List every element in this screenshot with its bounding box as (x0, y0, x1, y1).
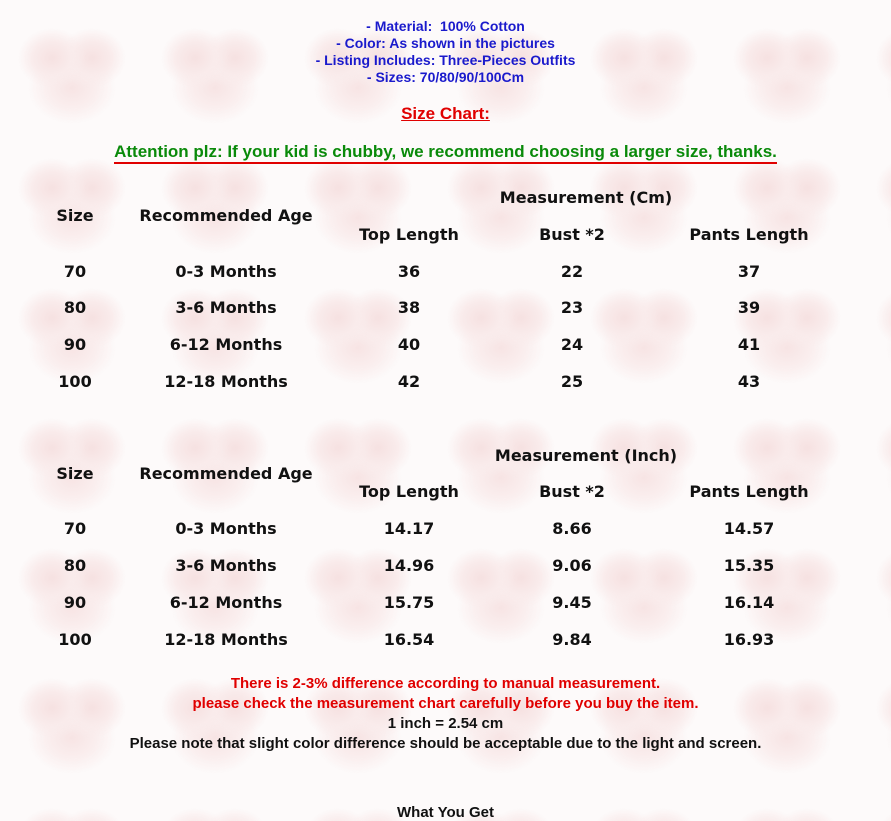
cell-bust: 22 (560, 262, 584, 281)
cell-pants-length: 16.14 (723, 593, 775, 612)
cell-age: 3-6 Months (175, 556, 277, 575)
cell-age: 6-12 Months (169, 593, 283, 612)
difference-note: There is 2-3% difference according to manual measurement. (230, 675, 661, 692)
cell-top-length: 40 (397, 335, 421, 354)
cell-pants-length: 14.57 (723, 519, 775, 538)
cell-age: 3-6 Months (175, 298, 277, 317)
cell-top-length: 14.17 (383, 519, 435, 538)
cell-size: 90 (63, 335, 87, 354)
conversion-note: 1 inch = 2.54 cm (387, 715, 504, 732)
cell-age: 12-18 Months (164, 630, 288, 649)
cell-bust: 24 (560, 335, 584, 354)
cell-size: 80 (63, 298, 87, 317)
cell-age: 0-3 Months (175, 519, 277, 538)
col-header-bust: Bust *2 (539, 482, 605, 501)
cell-age: 0-3 Months (175, 262, 277, 281)
col-header-size: Size (56, 206, 94, 225)
cell-age: 6-12 Months (169, 335, 283, 354)
col-header-size: Size (56, 464, 94, 483)
cell-size: 100 (58, 630, 92, 649)
cell-pants-length: 41 (737, 335, 761, 354)
cell-bust: 9.45 (552, 593, 592, 612)
cell-top-length: 36 (397, 262, 421, 281)
col-header-bust: Bust *2 (539, 225, 605, 244)
measurement-header: Measurement (Cm) (499, 188, 673, 207)
measurement-notes (0, 674, 891, 754)
spec-list (0, 18, 891, 86)
attention-text: Attention plz: If your kid is chubby, we recommend choosing a larger size, thanks. (114, 142, 777, 164)
measurement-header: Measurement (Inch) (494, 446, 678, 465)
col-header-top-length: Top Length (359, 225, 459, 244)
cell-top-length: 42 (397, 372, 421, 391)
col-header-top-length: Top Length (359, 482, 459, 501)
col-header-age: Recommended Age (139, 464, 313, 483)
spec-color: - Color: As shown in the pictures (336, 35, 555, 51)
spec-material: - Material: 100% Cotton (366, 18, 525, 34)
col-header-age: Recommended Age (139, 206, 313, 225)
cell-bust: 25 (560, 372, 584, 391)
size-chart-heading (0, 104, 891, 124)
attention-banner (0, 142, 891, 162)
cell-size: 80 (63, 556, 87, 575)
spec-listing: - Listing Includes: Three-Pieces Outfits (315, 52, 576, 68)
cell-top-length: 15.75 (383, 593, 435, 612)
size-chart-title: Size Chart: (401, 104, 490, 123)
cell-top-length: 14.96 (383, 556, 435, 575)
cell-size: 70 (63, 262, 87, 281)
cell-pants-length: 16.93 (723, 630, 775, 649)
col-header-pants-length: Pants Length (689, 482, 809, 501)
cell-bust: 8.66 (552, 519, 592, 538)
cell-top-length: 16.54 (383, 630, 435, 649)
cell-bust: 23 (560, 298, 584, 317)
cell-top-length: 38 (397, 298, 421, 317)
cell-pants-length: 39 (737, 298, 761, 317)
cell-bust: 9.06 (552, 556, 592, 575)
cell-pants-length: 37 (737, 262, 761, 281)
cell-bust: 9.84 (552, 630, 592, 649)
cell-pants-length: 43 (737, 372, 761, 391)
check-note: please check the measurement chart carefully before you buy the item. (192, 695, 699, 712)
col-header-pants-length: Pants Length (689, 225, 809, 244)
spec-sizes: - Sizes: 70/80/90/100Cm (366, 69, 525, 85)
cell-size: 90 (63, 593, 87, 612)
cell-size: 70 (63, 519, 87, 538)
what-you-get-heading: What You Get (397, 804, 494, 821)
cell-size: 100 (58, 372, 92, 391)
color-difference-note: Please note that slight color difference should be acceptable due to the light and screen. (129, 735, 762, 752)
cell-age: 12-18 Months (164, 372, 288, 391)
cell-pants-length: 15.35 (723, 556, 775, 575)
